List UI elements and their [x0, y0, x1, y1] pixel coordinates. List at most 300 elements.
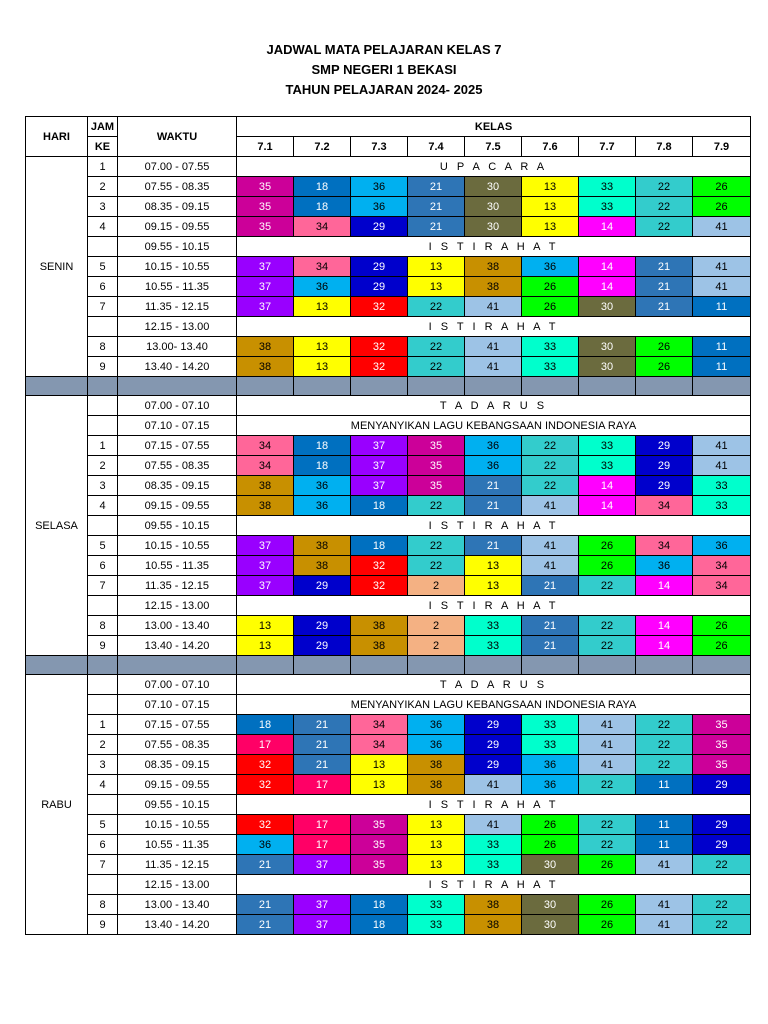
table-row	[26, 237, 751, 257]
subject-cell: 29	[636, 456, 693, 476]
subject-cell: 22	[408, 496, 465, 516]
subject-cell: 36	[522, 257, 579, 277]
table-row	[26, 396, 751, 416]
subject-cell: 38	[237, 357, 294, 377]
day-name: SENIN	[26, 157, 88, 377]
time-range: 07.55 - 08.35	[118, 456, 237, 476]
period-number: 2	[88, 456, 118, 476]
period-number: 7	[88, 297, 118, 317]
subject-cell: 21	[408, 177, 465, 197]
subject-cell: 38	[237, 337, 294, 357]
subject-cell: 34	[693, 576, 751, 596]
time-range: 08.35 - 09.15	[118, 197, 237, 217]
subject-cell: 41	[522, 536, 579, 556]
subject-cell: 30	[522, 855, 579, 875]
subject-cell: 18	[351, 536, 408, 556]
table-row	[26, 755, 751, 775]
subject-cell: 11	[693, 297, 751, 317]
subject-cell: 30	[522, 895, 579, 915]
subject-cell: 22	[408, 357, 465, 377]
subject-cell: 26	[522, 815, 579, 835]
subject-cell: 36	[693, 536, 751, 556]
period-number: 8	[88, 895, 118, 915]
subject-cell: 35	[351, 815, 408, 835]
subject-cell: 35	[408, 456, 465, 476]
time-range: 10.15 - 10.55	[118, 257, 237, 277]
subject-cell: 13	[408, 257, 465, 277]
subject-cell: 22	[408, 337, 465, 357]
subject-cell: 26	[579, 895, 636, 915]
time-range: 09.15 - 09.55	[118, 775, 237, 795]
period-number	[88, 416, 118, 436]
time-range: 09.15 - 09.55	[118, 217, 237, 237]
period-number: 2	[88, 177, 118, 197]
activity-label: MENYANYIKAN LAGU KEBANGSAAN INDONESIA RAYA	[237, 416, 751, 436]
subject-cell: 35	[693, 755, 751, 775]
subject-cell: 37	[294, 855, 351, 875]
subject-cell: 17	[294, 835, 351, 855]
time-range: 09.15 - 09.55	[118, 496, 237, 516]
subject-cell: 35	[693, 715, 751, 735]
subject-cell: 37	[237, 576, 294, 596]
period-number: 4	[88, 496, 118, 516]
period-number	[88, 396, 118, 416]
subject-cell: 13	[465, 576, 522, 596]
subject-cell: 14	[579, 476, 636, 496]
separator-cell	[118, 656, 237, 675]
subject-cell: 41	[693, 456, 751, 476]
time-range: 13.00 - 13.40	[118, 895, 237, 915]
subject-cell: 22	[408, 297, 465, 317]
subject-cell: 22	[693, 915, 751, 935]
time-range: 07.55 - 08.35	[118, 177, 237, 197]
table-row	[26, 157, 751, 177]
subject-cell: 37	[351, 456, 408, 476]
subject-cell: 35	[237, 217, 294, 237]
subject-cell: 41	[465, 815, 522, 835]
subject-cell: 13	[522, 177, 579, 197]
subject-cell: 36	[465, 456, 522, 476]
period-number: 1	[88, 436, 118, 456]
period-number: 1	[88, 715, 118, 735]
table-row	[26, 297, 751, 317]
subject-cell: 14	[636, 616, 693, 636]
subject-cell: 22	[579, 636, 636, 656]
header-waktu: WAKTU	[118, 117, 237, 157]
subject-cell: 30	[465, 177, 522, 197]
subject-cell: 36	[351, 197, 408, 217]
period-number: 9	[88, 357, 118, 377]
subject-cell: 13	[294, 337, 351, 357]
period-number: 8	[88, 337, 118, 357]
subject-cell: 34	[351, 735, 408, 755]
time-range: 12.15 - 13.00	[118, 317, 237, 337]
subject-cell: 22	[408, 536, 465, 556]
subject-cell: 41	[636, 895, 693, 915]
time-range: 11.35 - 12.15	[118, 297, 237, 317]
time-range: 08.35 - 09.15	[118, 755, 237, 775]
subject-cell: 41	[579, 755, 636, 775]
activity-label: I S T I R A H A T	[237, 317, 751, 337]
separator-cell	[522, 377, 579, 396]
period-number	[88, 237, 118, 257]
subject-cell: 33	[465, 636, 522, 656]
subject-cell: 34	[351, 715, 408, 735]
header-row-1	[26, 117, 751, 137]
subject-cell: 22	[636, 715, 693, 735]
subject-cell: 37	[237, 297, 294, 317]
subject-cell: 13	[522, 197, 579, 217]
table-row	[26, 735, 751, 755]
subject-cell: 13	[294, 297, 351, 317]
subject-cell: 30	[579, 357, 636, 377]
subject-cell: 34	[294, 257, 351, 277]
table-row	[26, 775, 751, 795]
table-row	[26, 357, 751, 377]
subject-cell: 26	[579, 556, 636, 576]
time-range: 10.55 - 11.35	[118, 556, 237, 576]
subject-cell: 37	[237, 277, 294, 297]
subject-cell: 37	[237, 556, 294, 576]
subject-cell: 22	[579, 616, 636, 636]
activity-label: I S T I R A H A T	[237, 237, 751, 257]
subject-cell: 37	[351, 476, 408, 496]
subject-cell: 38	[408, 755, 465, 775]
subject-cell: 36	[408, 735, 465, 755]
period-number	[88, 875, 118, 895]
subject-cell: 17	[237, 735, 294, 755]
period-number	[88, 695, 118, 715]
subject-cell: 37	[294, 895, 351, 915]
subject-cell: 41	[693, 436, 751, 456]
table-row	[26, 875, 751, 895]
class-header-7-8: 7.8	[636, 137, 693, 157]
subject-cell: 41	[522, 496, 579, 516]
subject-cell: 41	[465, 357, 522, 377]
subject-cell: 38	[294, 536, 351, 556]
subject-cell: 13	[408, 835, 465, 855]
separator-cell	[118, 377, 237, 396]
period-number: 6	[88, 277, 118, 297]
subject-cell: 37	[294, 915, 351, 935]
class-header-7-6: 7.6	[522, 137, 579, 157]
period-number: 4	[88, 775, 118, 795]
subject-cell: 36	[465, 436, 522, 456]
subject-cell: 21	[237, 895, 294, 915]
subject-cell: 32	[351, 556, 408, 576]
separator-cell	[26, 656, 88, 675]
period-number: 3	[88, 197, 118, 217]
subject-cell: 38	[351, 636, 408, 656]
period-number: 5	[88, 815, 118, 835]
subject-cell: 13	[351, 775, 408, 795]
separator-cell	[237, 377, 294, 396]
subject-cell: 26	[579, 915, 636, 935]
subject-cell: 29	[294, 616, 351, 636]
period-number: 3	[88, 755, 118, 775]
subject-cell: 35	[237, 197, 294, 217]
time-range: 09.55 - 10.15	[118, 516, 237, 536]
subject-cell: 38	[351, 616, 408, 636]
subject-cell: 41	[636, 915, 693, 935]
subject-cell: 34	[636, 496, 693, 516]
table-row	[26, 536, 751, 556]
separator-cell	[408, 656, 465, 675]
subject-cell: 34	[237, 436, 294, 456]
table-row	[26, 257, 751, 277]
table-row	[26, 895, 751, 915]
period-number: 5	[88, 536, 118, 556]
subject-cell: 13	[408, 855, 465, 875]
time-range: 07.15 - 07.55	[118, 715, 237, 735]
separator-cell	[408, 377, 465, 396]
activity-label: T A D A R U S	[237, 675, 751, 695]
period-number	[88, 317, 118, 337]
separator-cell	[693, 377, 751, 396]
subject-cell: 17	[294, 815, 351, 835]
subject-cell: 36	[294, 277, 351, 297]
subject-cell: 2	[408, 576, 465, 596]
subject-cell: 11	[693, 357, 751, 377]
separator-cell	[636, 377, 693, 396]
subject-cell: 11	[636, 835, 693, 855]
time-range: 07.00 - 07.10	[118, 396, 237, 416]
subject-cell: 30	[579, 337, 636, 357]
subject-cell: 41	[693, 257, 751, 277]
separator-cell	[636, 656, 693, 675]
subject-cell: 32	[351, 357, 408, 377]
time-range: 13.00 - 13.40	[118, 616, 237, 636]
subject-cell: 36	[522, 755, 579, 775]
subject-cell: 22	[579, 835, 636, 855]
subject-cell: 26	[636, 357, 693, 377]
time-range: 11.35 - 12.15	[118, 855, 237, 875]
time-range: 07.55 - 08.35	[118, 735, 237, 755]
period-number	[88, 596, 118, 616]
subject-cell: 30	[465, 197, 522, 217]
time-range: 13.40 - 14.20	[118, 915, 237, 935]
separator-cell	[237, 656, 294, 675]
subject-cell: 22	[636, 177, 693, 197]
period-number: 2	[88, 735, 118, 755]
subject-cell: 21	[465, 476, 522, 496]
subject-cell: 35	[693, 735, 751, 755]
time-range: 09.55 - 10.15	[118, 795, 237, 815]
subject-cell: 11	[636, 775, 693, 795]
subject-cell: 13	[465, 556, 522, 576]
subject-cell: 2	[408, 616, 465, 636]
subject-cell: 32	[351, 576, 408, 596]
header-jam: JAM	[88, 117, 118, 137]
class-header-7-9: 7.9	[693, 137, 751, 157]
subject-cell: 26	[693, 197, 751, 217]
subject-cell: 32	[237, 775, 294, 795]
subject-cell: 13	[294, 357, 351, 377]
period-number	[88, 516, 118, 536]
table-row	[26, 855, 751, 875]
time-range: 10.15 - 10.55	[118, 815, 237, 835]
subject-cell: 21	[408, 217, 465, 237]
title-line-2: SMP NEGERI 1 BEKASI	[311, 62, 457, 77]
subject-cell: 30	[522, 915, 579, 935]
period-number: 6	[88, 835, 118, 855]
subject-cell: 13	[408, 277, 465, 297]
subject-cell: 21	[408, 197, 465, 217]
period-number: 7	[88, 576, 118, 596]
table-row	[26, 277, 751, 297]
subject-cell: 22	[693, 855, 751, 875]
subject-cell: 41	[465, 297, 522, 317]
time-range: 13.00- 13.40	[118, 337, 237, 357]
header-hari: HARI	[26, 117, 88, 157]
subject-cell: 21	[522, 636, 579, 656]
subject-cell: 26	[579, 536, 636, 556]
subject-cell: 21	[522, 576, 579, 596]
period-number: 1	[88, 157, 118, 177]
subject-cell: 26	[522, 277, 579, 297]
subject-cell: 38	[294, 556, 351, 576]
separator-cell	[294, 656, 351, 675]
subject-cell: 21	[636, 297, 693, 317]
subject-cell: 22	[636, 735, 693, 755]
time-range: 13.40 - 14.20	[118, 636, 237, 656]
period-number	[88, 795, 118, 815]
subject-cell: 26	[636, 337, 693, 357]
separator-cell	[465, 656, 522, 675]
subject-cell: 35	[351, 835, 408, 855]
subject-cell: 41	[636, 855, 693, 875]
document-title-block	[0, 40, 768, 100]
subject-cell: 18	[294, 197, 351, 217]
subject-cell: 13	[408, 815, 465, 835]
time-range: 10.55 - 11.35	[118, 277, 237, 297]
subject-cell: 29	[351, 277, 408, 297]
subject-cell: 38	[465, 895, 522, 915]
subject-cell: 38	[408, 775, 465, 795]
table-row	[26, 337, 751, 357]
subject-cell: 36	[636, 556, 693, 576]
subject-cell: 2	[408, 636, 465, 656]
time-range: 13.40 - 14.20	[118, 357, 237, 377]
period-number: 5	[88, 257, 118, 277]
header-kelas: KELAS	[237, 117, 751, 137]
subject-cell: 11	[693, 337, 751, 357]
subject-cell: 37	[351, 436, 408, 456]
subject-cell: 41	[522, 556, 579, 576]
subject-cell: 29	[294, 576, 351, 596]
title-line-1: JADWAL MATA PELAJARAN KELAS 7	[266, 42, 502, 57]
subject-cell: 22	[636, 197, 693, 217]
subject-cell: 29	[465, 735, 522, 755]
subject-cell: 33	[408, 915, 465, 935]
subject-cell: 26	[693, 616, 751, 636]
time-range: 08.35 - 09.15	[118, 476, 237, 496]
separator-cell	[579, 656, 636, 675]
subject-cell: 18	[351, 915, 408, 935]
subject-cell: 41	[465, 337, 522, 357]
subject-cell: 30	[579, 297, 636, 317]
class-header-7-7: 7.7	[579, 137, 636, 157]
class-header-7-5: 7.5	[465, 137, 522, 157]
subject-cell: 36	[522, 775, 579, 795]
subject-cell: 22	[522, 476, 579, 496]
subject-cell: 33	[693, 476, 751, 496]
time-range: 07.15 - 07.55	[118, 436, 237, 456]
subject-cell: 13	[522, 217, 579, 237]
activity-label: I S T I R A H A T	[237, 875, 751, 895]
subject-cell: 32	[351, 337, 408, 357]
subject-cell: 21	[294, 735, 351, 755]
subject-cell: 14	[579, 277, 636, 297]
subject-cell: 38	[237, 496, 294, 516]
subject-cell: 33	[465, 855, 522, 875]
period-number: 4	[88, 217, 118, 237]
time-range: 10.15 - 10.55	[118, 536, 237, 556]
subject-cell: 32	[237, 755, 294, 775]
time-range: 07.10 - 07.15	[118, 695, 237, 715]
separator-cell	[351, 377, 408, 396]
period-number: 9	[88, 636, 118, 656]
subject-cell: 22	[579, 576, 636, 596]
subject-cell: 37	[237, 536, 294, 556]
table-row	[26, 197, 751, 217]
subject-cell: 38	[465, 915, 522, 935]
separator-cell	[294, 377, 351, 396]
subject-cell: 21	[636, 257, 693, 277]
subject-cell: 14	[579, 217, 636, 237]
subject-cell: 14	[636, 636, 693, 656]
activity-label: MENYANYIKAN LAGU KEBANGSAAN INDONESIA RAYA	[237, 695, 751, 715]
period-number: 3	[88, 476, 118, 496]
subject-cell: 18	[351, 895, 408, 915]
subject-cell: 33	[522, 357, 579, 377]
separator-cell	[579, 377, 636, 396]
subject-cell: 21	[294, 755, 351, 775]
subject-cell: 36	[237, 835, 294, 855]
table-row	[26, 476, 751, 496]
subject-cell: 38	[465, 277, 522, 297]
subject-cell: 29	[351, 217, 408, 237]
activity-label: U P A C A R A	[237, 157, 751, 177]
separator-cell	[26, 377, 88, 396]
table-row	[26, 516, 751, 536]
subject-cell: 33	[579, 436, 636, 456]
subject-cell: 33	[522, 735, 579, 755]
table-row	[26, 715, 751, 735]
subject-cell: 35	[408, 476, 465, 496]
subject-cell: 34	[636, 536, 693, 556]
subject-cell: 30	[465, 217, 522, 237]
schedule-table	[25, 116, 751, 935]
table-row	[26, 695, 751, 715]
day-separator	[26, 377, 751, 396]
subject-cell: 29	[636, 436, 693, 456]
period-number: 8	[88, 616, 118, 636]
subject-cell: 18	[294, 436, 351, 456]
table-row	[26, 317, 751, 337]
subject-cell: 36	[294, 496, 351, 516]
subject-cell: 21	[522, 616, 579, 636]
table-row	[26, 217, 751, 237]
period-number	[88, 675, 118, 695]
subject-cell: 26	[579, 855, 636, 875]
subject-cell: 11	[636, 815, 693, 835]
time-range: 07.00 - 07.55	[118, 157, 237, 177]
table-row	[26, 815, 751, 835]
subject-cell: 32	[351, 297, 408, 317]
subject-cell: 41	[579, 715, 636, 735]
subject-cell: 18	[351, 496, 408, 516]
